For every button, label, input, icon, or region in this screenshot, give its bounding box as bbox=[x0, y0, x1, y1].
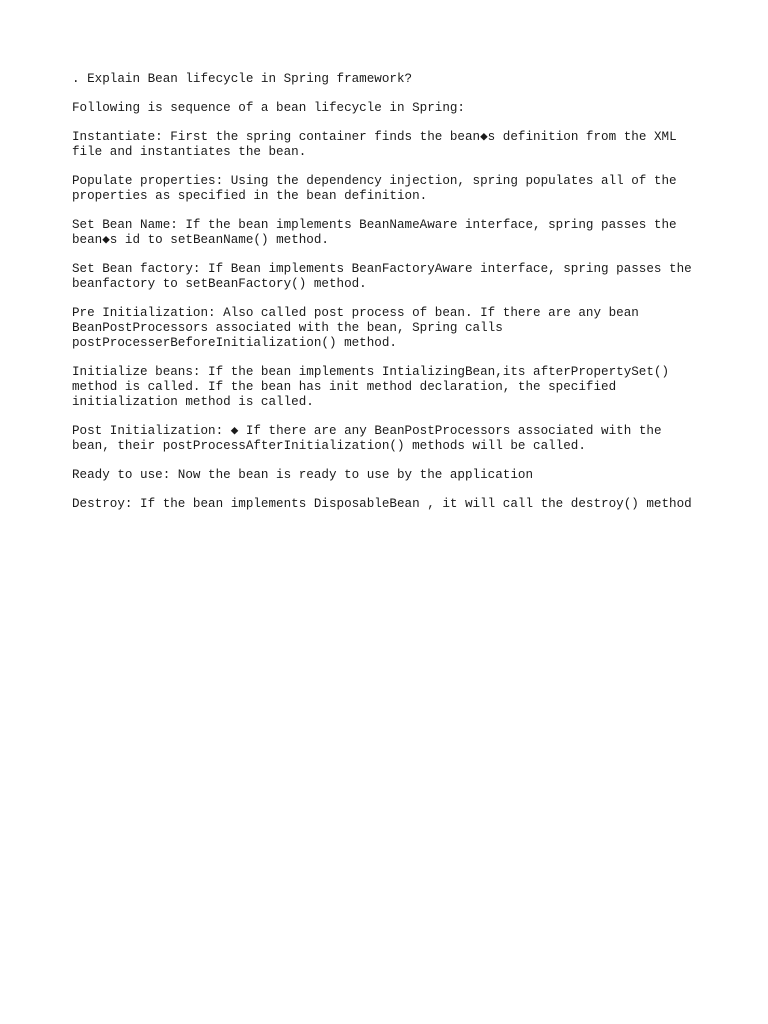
step-populate-properties: Populate properties: Using the dependency injection, spring populates all of the properties as specified in the bean definition. bbox=[72, 174, 677, 204]
step-post-initialization: Post Initialization: ◆ If there are any BeanPostProcessors associated with the bean, their postProcessAfterInitialization() methods will be called. bbox=[72, 423, 662, 453]
step-ready-to-use: Ready to use: Now the bean is ready to use by the application bbox=[72, 467, 534, 482]
question-heading: . Explain Bean lifecycle in Spring framework? bbox=[72, 72, 413, 86]
step-instantiate: Instantiate: First the spring container finds the bean◆s definition from the XML file and instantiates the bean. bbox=[72, 130, 677, 160]
step-set-bean-name: Set Bean Name: If the bean implements BeanNameAware interface, spring passes the bean◆s id to setBeanName() method. bbox=[72, 218, 677, 248]
step-set-bean-factory: Set Bean factory: If Bean implements BeanFactoryAware interface, spring passes the beanfactory to setBeanFactory() method. bbox=[72, 262, 692, 292]
intro-paragraph: Following is sequence of a bean lifecycle in Spring: bbox=[72, 101, 465, 116]
step-destroy: Destroy: If the bean implements DisposableBean , it will call the destroy() method bbox=[72, 497, 692, 512]
document-page bbox=[72, 72, 702, 526]
step-pre-initialization: Pre Initialization: Also called post process of bean. If there are any bean BeanPostProcessors associated with the bean, Spring calls postProcesserBeforeInitialization() method. bbox=[72, 306, 639, 350]
step-initialize-beans: Initialize beans: If the bean implements IntializingBean,its afterPropertySet() method is called. If the bean has init method declaration, the specified initialization method is called. bbox=[72, 365, 670, 409]
